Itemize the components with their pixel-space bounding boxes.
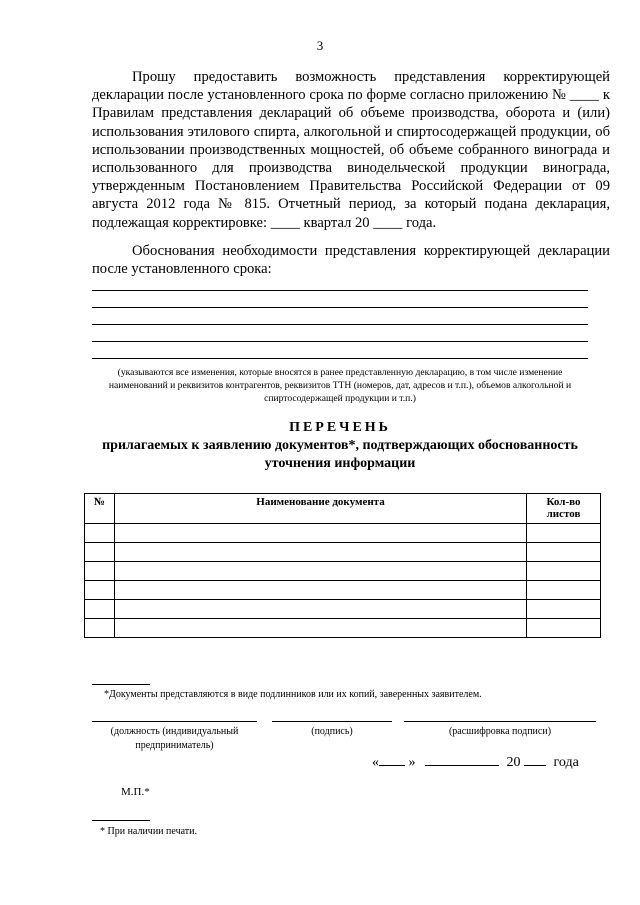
justification-line-1[interactable] xyxy=(92,290,588,291)
page-number: 3 xyxy=(316,38,324,53)
justification-line-4[interactable] xyxy=(92,341,588,342)
table-cell[interactable] xyxy=(527,562,601,581)
justification-line-5[interactable] xyxy=(92,358,588,359)
month-blank[interactable] xyxy=(425,753,499,766)
table-cell[interactable] xyxy=(115,543,527,562)
position-signature-line[interactable] xyxy=(92,721,257,722)
signature-decode-line[interactable] xyxy=(404,721,596,722)
year-blank[interactable] xyxy=(524,753,546,766)
footnote-stamp: * При наличии печати. xyxy=(100,826,197,837)
table-row xyxy=(85,619,601,638)
table-cell[interactable] xyxy=(115,562,527,581)
table-cell[interactable] xyxy=(527,543,601,562)
table-cell[interactable] xyxy=(527,524,601,543)
year-prefix: 20 xyxy=(506,755,521,770)
year-suffix: года xyxy=(553,755,579,770)
table-cell[interactable] xyxy=(85,524,115,543)
table-cell[interactable] xyxy=(85,562,115,581)
table-cell[interactable] xyxy=(85,543,115,562)
close-quote: » xyxy=(408,755,416,770)
list-heading: ПЕРЕЧЕНЬ xyxy=(289,420,391,435)
footnote-documents: *Документы представляются в виде подлинников или их копий, заверенных заявителем. xyxy=(104,689,482,700)
footnote-separator-1 xyxy=(92,684,150,685)
table-cell[interactable] xyxy=(527,600,601,619)
justification-line-3[interactable] xyxy=(92,324,588,325)
table-row xyxy=(85,600,601,619)
stamp-label: М.П.* xyxy=(121,786,150,798)
table-cell[interactable] xyxy=(85,581,115,600)
table-row xyxy=(85,543,601,562)
signature-line[interactable] xyxy=(272,721,392,722)
table-row xyxy=(85,562,601,581)
decode-label: (расшифровка подписи) xyxy=(448,726,552,737)
request-text: Прошу предоставить возможность представления корректирующей декларации после установленного срока по форме согласно приложению № ____ к Правилам представления деклараций об объеме производства, оборота и (или) использования этилового спирта, алкогольной и спиртосодержащей продукции, об использовании производственных мощностей, об объеме собранного винограда и использованного для производства винодельческой продукции винограда, утвержденным Постановлением Правительства Российской Федерации от 09 августа 2012 года № 815. Отчетный период, за который подана декларация, подлежащая корректировке: ____ квартал 20 ____ года. xyxy=(92,69,610,231)
column-sheet-count: Кол-во листов xyxy=(527,494,601,524)
day-blank[interactable] xyxy=(379,753,405,766)
table-row xyxy=(85,524,601,543)
table-header-row xyxy=(85,494,601,524)
documents-table xyxy=(84,493,601,638)
footnote-separator-2 xyxy=(92,820,150,821)
justification-line-2[interactable] xyxy=(92,307,588,308)
table-cell[interactable] xyxy=(85,619,115,638)
justification-paragraph xyxy=(92,242,610,278)
table-row xyxy=(85,581,601,600)
column-number: № xyxy=(85,494,115,524)
position-label: (должность (индивидуальный предприниматель) xyxy=(110,726,239,751)
request-paragraph xyxy=(92,68,610,232)
table-cell[interactable] xyxy=(85,600,115,619)
date-row xyxy=(372,753,579,771)
column-document-name: Наименование документа xyxy=(115,494,527,524)
table-cell[interactable] xyxy=(527,581,601,600)
table-cell[interactable] xyxy=(527,619,601,638)
list-subheading: прилагаемых к заявлению документов*, подтверждающих обоснованность уточнения информации xyxy=(102,438,578,471)
sign-label: (подпись) xyxy=(311,726,353,737)
open-quote: « xyxy=(372,755,379,770)
table-cell[interactable] xyxy=(115,524,527,543)
table-cell[interactable] xyxy=(115,619,527,638)
table-cell[interactable] xyxy=(115,600,527,619)
changes-note: (указываются все изменения, которые вносятся в ранее представленную декларацию, в том числе изменение наименований и реквизитов контрагентов, реквизитов ТТН (номеров, дат, адресов и т.п.), объемов алкогольной и спиртосодержащей продукции и т.п.) xyxy=(108,367,572,404)
table-cell[interactable] xyxy=(115,581,527,600)
justification-text: Обоснования необходимости представления корректирующей декларации после установленного срока: xyxy=(92,243,610,278)
